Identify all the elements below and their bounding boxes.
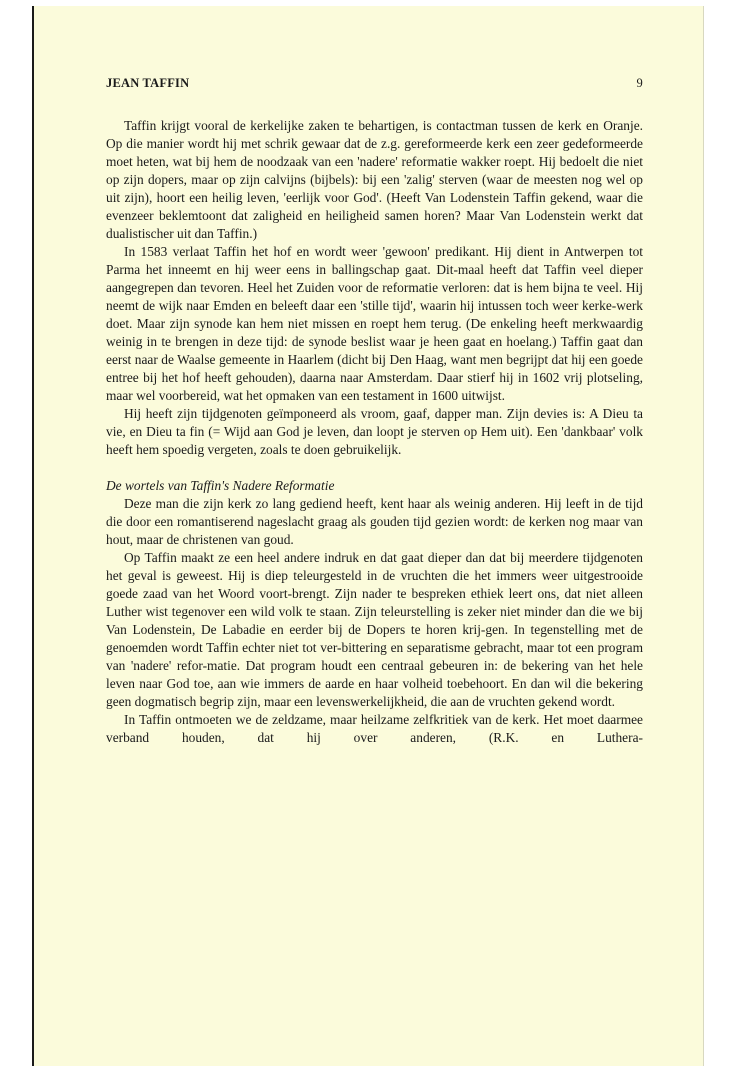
- paragraph-different-impression: Op Taffin maakt ze een heel andere indruk en dat gaat dieper dan dat bij meerdere tijdgenoten het geval is geweest. Hij is diep teleurgesteld in de vruchten die het immers weer uitgestrooide goede zaad van het Woord voort-brengt. Zijn nader te bespreken ethiek leert ons, dat niet alleen Luther wist tegenover een wild volk te staan. Zijn teleurstelling is zeker niet minder dan die we bij Van Lodenstein, De Labadie en eerder bij de Dopers te horen krij-gen. In tegenstelling met de genoemden wordt Taffin echter niet tot ver-bittering en separatisme gebracht, maar tot een program van 'nadere' refor-matie. Dat program houdt een centraal gebeuren in: de bekering van het hele leven naar God toe, aan wie immers de aarde en haar volheid toebehoort. En dan wil die bekering geen dogmatisch begrip zijn, maar een levenswerkelijkheid, die aan de vruchten gekend wordt.: [106, 550, 643, 709]
- running-title: JEAN TAFFIN: [106, 76, 190, 90]
- paragraph-1583-leaves-court: In 1583 verlaat Taffin het hof en wordt weer 'gewoon' predikant. Hij dient in Antwerpen tot Parma het inneemt en hij weer eens in ballingschap gaat. Dit-maal heeft dat Taffin veel dieper aangegrepen dan tevoren. Heel het Zuiden voor de reformatie verloren: dat is hem bijna te veel. Hij neemt de wijk naar Emden en beleeft daar een 'stille tijd', waarin hij intussen toch weer kerke-werk doet. Maar zijn synode kan hem niet missen en roept hem terug. (De enkeling heeft merkwaardig weinig in te brengen in deze tijd: de synode beslist waar je heen gaat en hoelang.) Taffin gaat dan eerst naar de Waalse gemeente in Haarlem (dicht bij Den Haag, want men begrijpt dat hij een goede entree bij het hof heeft gehouden), daarna naar Amsterdam. Daar stierf hij in 1602 vrij plotseling, maar wel voorbereid, wat het opmaken van een testament in 1600 uitwijst.: [106, 244, 643, 403]
- book-page: [32, 6, 704, 1066]
- paragraph-contemporaries-impressed: Hij heeft zijn tijdgenoten geïmponeerd als vroom, gaaf, dapper man. Zijn devies is: A Dieu ta vie, en Dieu ta fin (= Wijd aan God je leven, dan loopt je sterven op Hem uit). Een 'dankbaar' volk heeft hem spoedig vergeten, zoals te doen gebruikelijk.: [106, 406, 643, 457]
- paragraph-self-criticism: In Taffin ontmoeten we de zeldzame, maar heilzame zelfkritiek van de kerk. Het moet daarmee verband houden, dat hij over anderen, (R.K. en Luthera-: [106, 712, 643, 745]
- section-heading: De wortels van Taffin's Nadere Reformatie: [106, 478, 335, 493]
- paragraph-man-served-church: Deze man die zijn kerk zo lang gediend heeft, kent haar als weinig anderen. Hij leeft in de tijd die door een romantiserend nageslacht graag als gouden tijd gezien wordt: de kerken nog maar van hout, maar de christenen van goud.: [106, 496, 643, 547]
- page-body: [106, 117, 643, 747]
- page-number: 9: [636, 76, 643, 90]
- paragraph-taffin-church-affairs: Taffin krijgt vooral de kerkelijke zaken te behartigen, is contactman tussen de kerk en Oranje. Op die manier wordt hij met schrik gewaar dat de z.g. gereformeerde kerk een zeer gedeformeerde moet heten, wat bij hem de noodzaak van een 'nadere' reformatie wakker roept. Hij bedoelt die niet op zijn dopers, maar op zijn calvijns (bijbels): bij een 'zalig' sterven (waar de meesten nog wel op uit zijn), hoort een heilig leven, 'eerlijk voor God'. (Heeft Van Lodenstein Taffin gekend, waar die evenzeer beklemtoont dat zaligheid en heiligheid samen horen? Maar Van Lodenstein werkt dat dualistischer uit dan Taffin.): [106, 118, 643, 241]
